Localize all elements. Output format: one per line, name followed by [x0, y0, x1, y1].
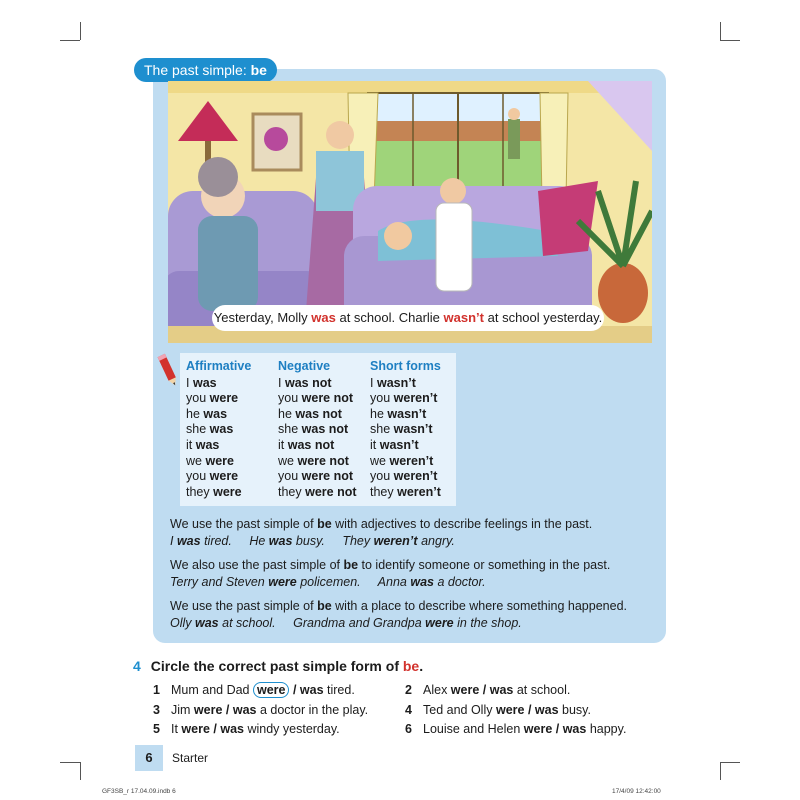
table-row: you were: [186, 391, 239, 406]
table-row: it wasn’t: [370, 437, 419, 452]
example-sentence: Grandma and Grandpa were in the shop.: [293, 616, 522, 630]
answer-option[interactable]: was: [232, 703, 257, 717]
print-slug-date: 17/4/09 12:42:00: [612, 788, 661, 795]
table-row: you were not: [278, 469, 354, 484]
crop-mark: [720, 762, 740, 763]
usage-notes: [170, 516, 650, 639]
crop-mark: [720, 22, 721, 40]
section-label: Starter: [172, 751, 209, 765]
table-row: they were not: [278, 484, 357, 499]
crop-mark: [720, 40, 740, 41]
answer-option[interactable]: was: [562, 722, 587, 736]
table-row: she was: [186, 422, 234, 437]
table-row: we were: [186, 453, 234, 468]
usage-rule: We use the past simple of be with adjectives to describe feelings in the past.: [170, 517, 593, 531]
answer-option[interactable]: were: [523, 722, 553, 736]
pencil-icon: [156, 352, 180, 388]
example-sentence: They weren’t angry.: [342, 534, 455, 548]
example-sentence: Anna was a doctor.: [377, 575, 486, 589]
table-row: you weren’t: [370, 391, 438, 406]
exercise-item: 1 Mum and Dad were / was tired.: [153, 683, 355, 697]
usage-rule: We use the past simple of be with a place to describe where something happened.: [170, 599, 627, 613]
example-sentence: Terry and Steven were policemen.: [170, 575, 361, 589]
exercise-item: 6 Louise and Helen were / was happy.: [405, 722, 627, 736]
answer-option[interactable]: were: [181, 722, 210, 736]
table-row: they were: [186, 484, 242, 499]
page-number: 6: [135, 745, 163, 771]
table-row: I wasn’t: [370, 375, 416, 390]
example-sentence: Olly was at school.: [170, 616, 276, 630]
table-row: I was: [186, 375, 217, 390]
exercise-item: 3 Jim were / was a doctor in the play.: [153, 703, 369, 717]
example-sentence: He was busy.: [249, 534, 325, 548]
table-row: I was not: [278, 375, 332, 390]
exercise-item: 4 Ted and Olly were / was busy.: [405, 703, 591, 717]
answer-option[interactable]: was: [299, 683, 324, 697]
table-row: we weren’t: [370, 453, 434, 468]
exercise-item: 2 Alex were / was at school.: [405, 683, 571, 697]
table-row: they weren’t: [370, 484, 441, 499]
column-heading: Negative: [278, 359, 331, 373]
table-row: he wasn’t: [370, 406, 427, 421]
answer-option[interactable]: was: [489, 683, 514, 697]
short-forms-column: [370, 359, 441, 500]
exercise-instruction: 4 Circle the correct past simple form of be.: [133, 658, 424, 674]
column-heading: Affirmative: [186, 359, 252, 373]
table-row: she was not: [278, 422, 349, 437]
usage-rule: We also use the past simple of be to identify someone or something in the past.: [170, 558, 611, 572]
table-row: you were: [186, 469, 239, 484]
print-slug-file: GF3SB_r 17.04.09.indb 6: [102, 788, 176, 795]
grammar-table: [180, 353, 456, 506]
example-sentence: I was tired.: [170, 534, 232, 548]
answer-option[interactable]: was: [220, 722, 244, 736]
usage-examples: [170, 574, 650, 591]
crop-mark: [80, 22, 81, 40]
answer-option[interactable]: were: [495, 703, 525, 717]
table-row: we were not: [278, 453, 349, 468]
crop-mark: [720, 762, 721, 780]
table-row: you were not: [278, 391, 354, 406]
table-row: it was not: [278, 437, 335, 452]
column-heading: Short forms: [370, 359, 441, 373]
table-row: you weren’t: [370, 469, 438, 484]
crop-mark: [60, 762, 80, 763]
table-row: he was: [186, 406, 228, 421]
living-room-illustration: [168, 81, 652, 343]
table-row: he was not: [278, 406, 342, 421]
section-title: The past simple: be: [134, 58, 277, 82]
usage-examples: [170, 615, 650, 632]
answer-option[interactable]: were: [193, 703, 223, 717]
usage-examples: [170, 533, 650, 550]
answer-option[interactable]: was: [534, 703, 559, 717]
answer-option[interactable]: were: [450, 683, 480, 697]
negative-column: [278, 359, 357, 500]
affirmative-column: [186, 359, 251, 500]
crop-mark: [60, 40, 80, 41]
crop-mark: [80, 762, 81, 780]
table-row: she wasn’t: [370, 422, 433, 437]
table-row: it was: [186, 437, 220, 452]
exercise-item: 5 It were / was windy yesterday.: [153, 722, 340, 736]
answer-option-selected[interactable]: were: [253, 682, 290, 698]
illustration-caption: Yesterday, Molly was at school. Charlie wasn’t at school yesterday.: [212, 305, 604, 331]
